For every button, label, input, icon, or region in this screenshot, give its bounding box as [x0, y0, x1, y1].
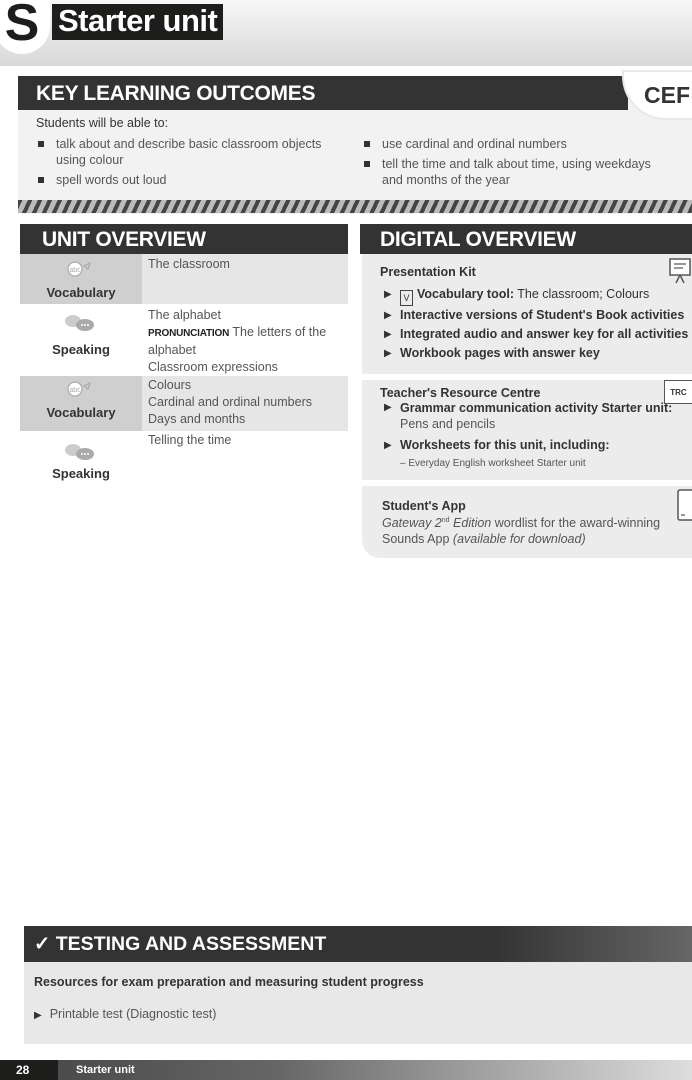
key-learning-outcomes-title: KEY LEARNING OUTCOMES — [18, 76, 628, 110]
app-description: wordlist for the award-winning Sounds App — [382, 516, 661, 547]
overview-label-cell — [20, 254, 142, 304]
svg-text:abc: abc — [69, 387, 81, 394]
unit-letter: S — [4, 0, 40, 52]
overview-row — [20, 376, 348, 431]
overview-items — [148, 256, 230, 273]
ordinal-suffix: nd — [441, 517, 450, 524]
triangle-bullet-icon: ▶ — [384, 310, 392, 321]
overview-label-cell — [20, 304, 142, 376]
outcomes-left-list — [36, 136, 336, 192]
presentation-kit-box — [362, 254, 692, 374]
vocabulary-icon — [62, 380, 96, 398]
overview-item: Days and months — [148, 412, 246, 426]
outcome-item — [36, 172, 336, 188]
students-app-text — [382, 513, 672, 547]
trc-item-label: Grammar communication activity Starter unit: — [400, 401, 673, 415]
overview-item: Classroom expressions — [148, 360, 278, 374]
testing-title-text: TESTING AND ASSESSMENT — [55, 933, 327, 955]
triangle-bullet-icon: ▶ — [384, 402, 392, 413]
trc-item — [380, 400, 692, 416]
digital-overview-title: DIGITAL OVERVIEW — [360, 224, 692, 254]
app-name: Gateway 2 — [382, 516, 442, 531]
outcome-text: tell the time and talk about time, using weekdays and months of the year — [382, 157, 651, 187]
overview-label-cell — [20, 376, 142, 431]
overview-items — [148, 432, 231, 449]
students-app-box — [362, 486, 692, 558]
overview-item-text: The letters of the alphabet — [148, 325, 327, 357]
overview-label: Vocabulary — [46, 405, 116, 420]
trc-item — [380, 436, 692, 455]
checkmark-icon: ✓ — [34, 933, 51, 955]
presentation-kit-item-text: Workbook pages with answer key — [400, 346, 600, 360]
overview-label: Speaking — [52, 466, 110, 481]
mobile-app-icon — [676, 488, 692, 522]
vocabulary-tool-label: Vocabulary tool: — [417, 287, 515, 301]
overview-item: Telling the time — [148, 433, 232, 447]
students-app-title: Student's App — [382, 499, 466, 513]
overview-row — [20, 304, 348, 376]
presentation-kit-item — [380, 325, 692, 344]
speech-bubbles-icon — [62, 443, 96, 461]
square-bullet-icon — [364, 141, 370, 147]
overview-item — [148, 324, 348, 359]
outcomes-right-list — [362, 136, 662, 192]
outcome-text: talk about and describe basic classroom objects using colour — [56, 137, 322, 167]
overview-item: The alphabet — [148, 308, 221, 322]
overview-row — [20, 431, 348, 487]
testing-subtitle: Resources for exam preparation and measuring student progress — [34, 975, 424, 989]
square-bullet-icon — [38, 177, 44, 183]
presentation-kit-item-text: Interactive versions of Student's Book activities — [400, 308, 685, 322]
unit-title: Starter unit — [52, 4, 223, 40]
overview-label-cell — [20, 431, 142, 487]
pronunciation-tag: PRONUNCIATION — [148, 328, 230, 339]
triangle-bullet-icon: ▶ — [384, 289, 392, 300]
overview-item: Cardinal and ordinal numbers — [148, 395, 312, 409]
presentation-kit-item — [380, 344, 692, 363]
overview-items — [148, 307, 348, 376]
teachers-resource-centre-box — [362, 380, 692, 480]
outcome-text: use cardinal and ordinal numbers — [382, 137, 567, 151]
outcome-item — [362, 136, 662, 152]
overview-item: The classroom — [148, 257, 230, 271]
triangle-bullet-icon: ▶ — [384, 440, 392, 451]
presentation-board-icon — [668, 257, 692, 285]
page-number: 28 — [0, 1060, 58, 1080]
presentation-kit-title: Presentation Kit — [380, 265, 476, 279]
presentation-kit-item-text: Integrated audio and answer key for all activities — [400, 327, 689, 341]
square-bullet-icon — [364, 161, 370, 167]
testing-item — [34, 1007, 216, 1021]
app-edition: Edition — [449, 516, 492, 531]
trc-badge: TRC — [664, 380, 692, 404]
speech-bubbles-icon — [62, 314, 96, 332]
testing-item-text: Printable test (Diagnostic test) — [49, 1007, 217, 1021]
trc-item-value: Pens and pencils — [400, 417, 496, 431]
overview-label: Vocabulary — [46, 285, 116, 300]
outcome-text: spell words out loud — [56, 173, 167, 187]
cef-label: CEF — [644, 82, 690, 108]
trc-sub-item: – Everyday English worksheet Starter unit — [400, 458, 586, 469]
svg-text:abc: abc — [69, 267, 81, 274]
trc-item-label: Worksheets for this unit, including: — [400, 438, 610, 452]
overview-label: Speaking — [52, 342, 110, 357]
outcome-item — [36, 136, 336, 168]
triangle-bullet-icon: ▶ — [384, 348, 392, 359]
overview-item: Colours — [148, 378, 192, 392]
testing-assessment-title — [24, 926, 692, 962]
vocabulary-tool-value: The classroom; Colours — [517, 287, 650, 301]
footer-unit-label: Starter unit — [76, 1064, 135, 1076]
outcomes-intro: Students will be able to: — [36, 116, 169, 130]
app-availability: (available for download) — [452, 532, 586, 547]
presentation-kit-item — [380, 306, 692, 325]
vocabulary-icon — [62, 260, 96, 278]
overview-row — [20, 254, 348, 304]
triangle-bullet-icon: ▶ — [384, 329, 392, 340]
unit-overview-title: UNIT OVERVIEW — [20, 224, 348, 254]
triangle-bullet-icon: ▶ — [34, 1010, 42, 1021]
hatched-divider — [18, 200, 692, 213]
square-bullet-icon — [38, 141, 44, 147]
trc-title: Teacher's Resource Centre — [380, 386, 541, 400]
outcome-item — [362, 156, 662, 188]
vocabulary-tool-icon: V — [400, 290, 413, 306]
overview-items — [148, 377, 312, 428]
presentation-kit-item — [380, 285, 692, 306]
